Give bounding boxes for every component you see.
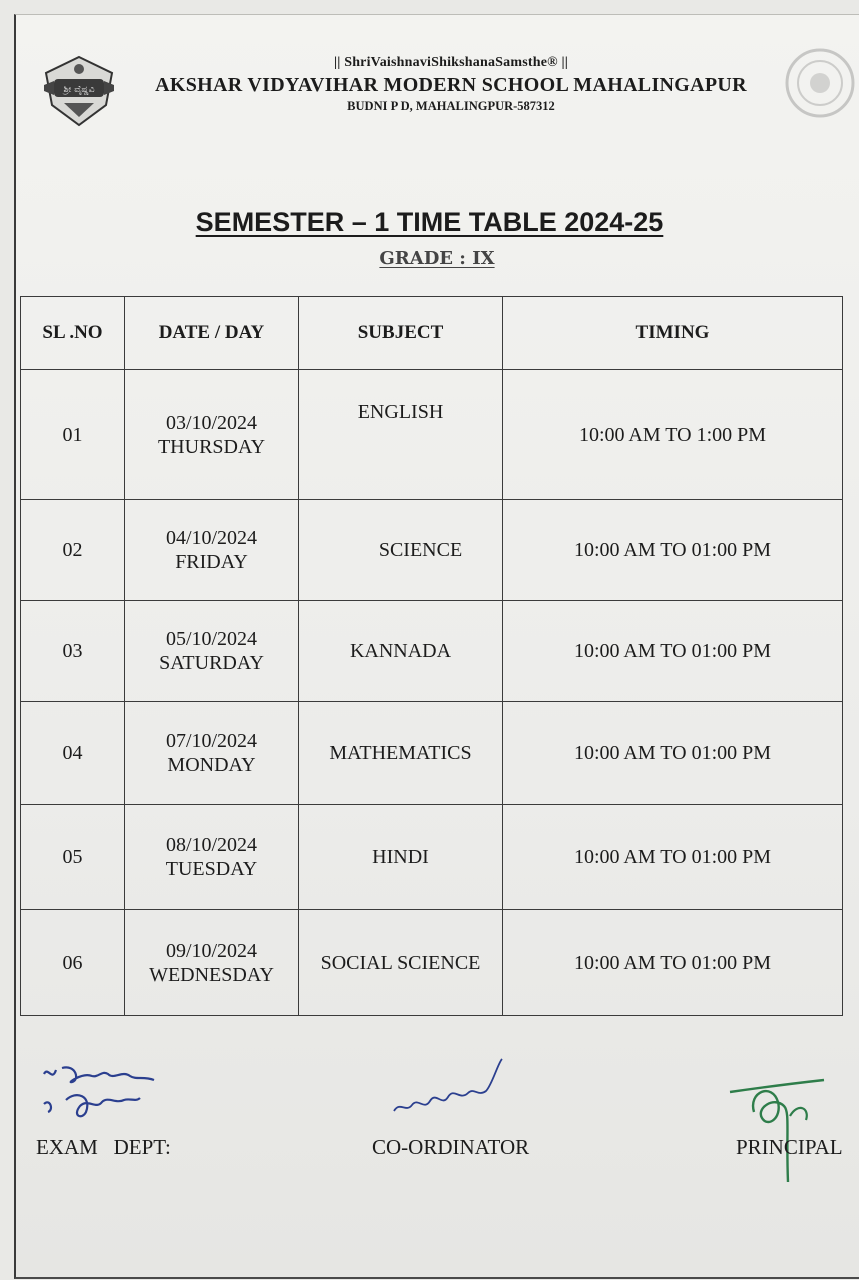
coordinator-signature-icon: [390, 1055, 510, 1125]
cell-date-day: [125, 702, 299, 805]
cell-day: FRIDAY: [175, 551, 248, 573]
timetable: [20, 296, 843, 1016]
table-row: [21, 805, 843, 910]
cell-slno: 05: [21, 805, 125, 910]
cell-timing: 10:00 AM TO 01:00 PM: [503, 702, 843, 805]
exam-dept-label: EXAM DEPT:: [36, 1135, 171, 1159]
cell-day: WEDNESDAY: [149, 963, 274, 986]
cell-date-day: [125, 500, 299, 601]
cell-subject: SCIENCE: [299, 500, 503, 601]
cell-timing: 10:00 AM TO 01:00 PM: [503, 910, 843, 1016]
table-row: [21, 370, 843, 500]
page-title: SEMESTER – 1 TIME TABLE 2024-25: [195, 207, 664, 237]
cell-date-day: [125, 910, 299, 1016]
grade-label: GRADE : IX: [379, 248, 495, 269]
column-header-subject: SUBJECT: [299, 297, 503, 370]
cell-subject: SOCIAL SCIENCE: [299, 910, 503, 1016]
cell-date: 07/10/2024: [165, 730, 258, 752]
cell-date: 08/10/2024: [165, 834, 258, 856]
column-header-slno: SL .NO: [21, 297, 125, 370]
cell-slno: 01: [21, 370, 125, 500]
table-row: [21, 702, 843, 805]
table-header-row: [21, 297, 843, 370]
cell-timing: 10:00 AM TO 01:00 PM: [503, 805, 843, 910]
principal-label: PRINCIPAL: [736, 1135, 843, 1159]
cell-date: 05/10/2024: [165, 628, 258, 650]
cell-day: MONDAY: [167, 754, 256, 776]
exam-dept-signature-icon: [36, 1060, 166, 1140]
letterhead: [126, 55, 776, 114]
cell-subject: KANNADA: [299, 601, 503, 702]
cell-day: THURSDAY: [157, 435, 266, 458]
principal-signature-icon: [728, 1072, 828, 1187]
school-name: AKSHAR VIDYAVIHAR MODERN SCHOOL MAHALINGAPUR: [155, 74, 747, 96]
cell-timing: 10:00 AM TO 1:00 PM: [503, 370, 843, 500]
cell-timing: 10:00 AM TO 01:00 PM: [503, 500, 843, 601]
cell-date: 09/10/2024: [165, 939, 258, 962]
cell-subject: HINDI: [299, 805, 503, 910]
coordinator-label: CO-ORDINATOR: [372, 1135, 530, 1159]
cell-slno: 04: [21, 702, 125, 805]
cell-slno: 02: [21, 500, 125, 601]
school-logo-icon: [40, 55, 118, 127]
school-motto: || ShriVaishnaviShikshanaSamsthe® ||: [333, 55, 569, 70]
table-row: [21, 601, 843, 702]
cell-slno: 03: [21, 601, 125, 702]
column-header-date: DATE / DAY: [125, 297, 299, 370]
logo-text: ಶ್ರೀ ವೈಷ್ಣವಿ: [63, 85, 95, 95]
table-row: [21, 910, 843, 1016]
cell-date-day: [125, 805, 299, 910]
cell-slno: 06: [21, 910, 125, 1016]
cell-date-day: [125, 370, 299, 500]
cell-day: SATURDAY: [159, 652, 264, 674]
column-header-timing: TIMING: [503, 297, 843, 370]
school-seal-icon: [782, 47, 858, 119]
table-row: [21, 500, 843, 601]
school-address: BUDNI P D, MAHALINGPUR-587312: [347, 99, 555, 113]
cell-date-day: [125, 601, 299, 702]
cell-subject: MATHEMATICS: [299, 702, 503, 805]
cell-date: 03/10/2024: [165, 411, 258, 434]
cell-date: 04/10/2024: [165, 527, 258, 549]
cell-subject: ENGLISH: [299, 370, 503, 500]
cell-day: TUESDAY: [165, 858, 258, 880]
cell-timing: 10:00 AM TO 01:00 PM: [503, 601, 843, 702]
